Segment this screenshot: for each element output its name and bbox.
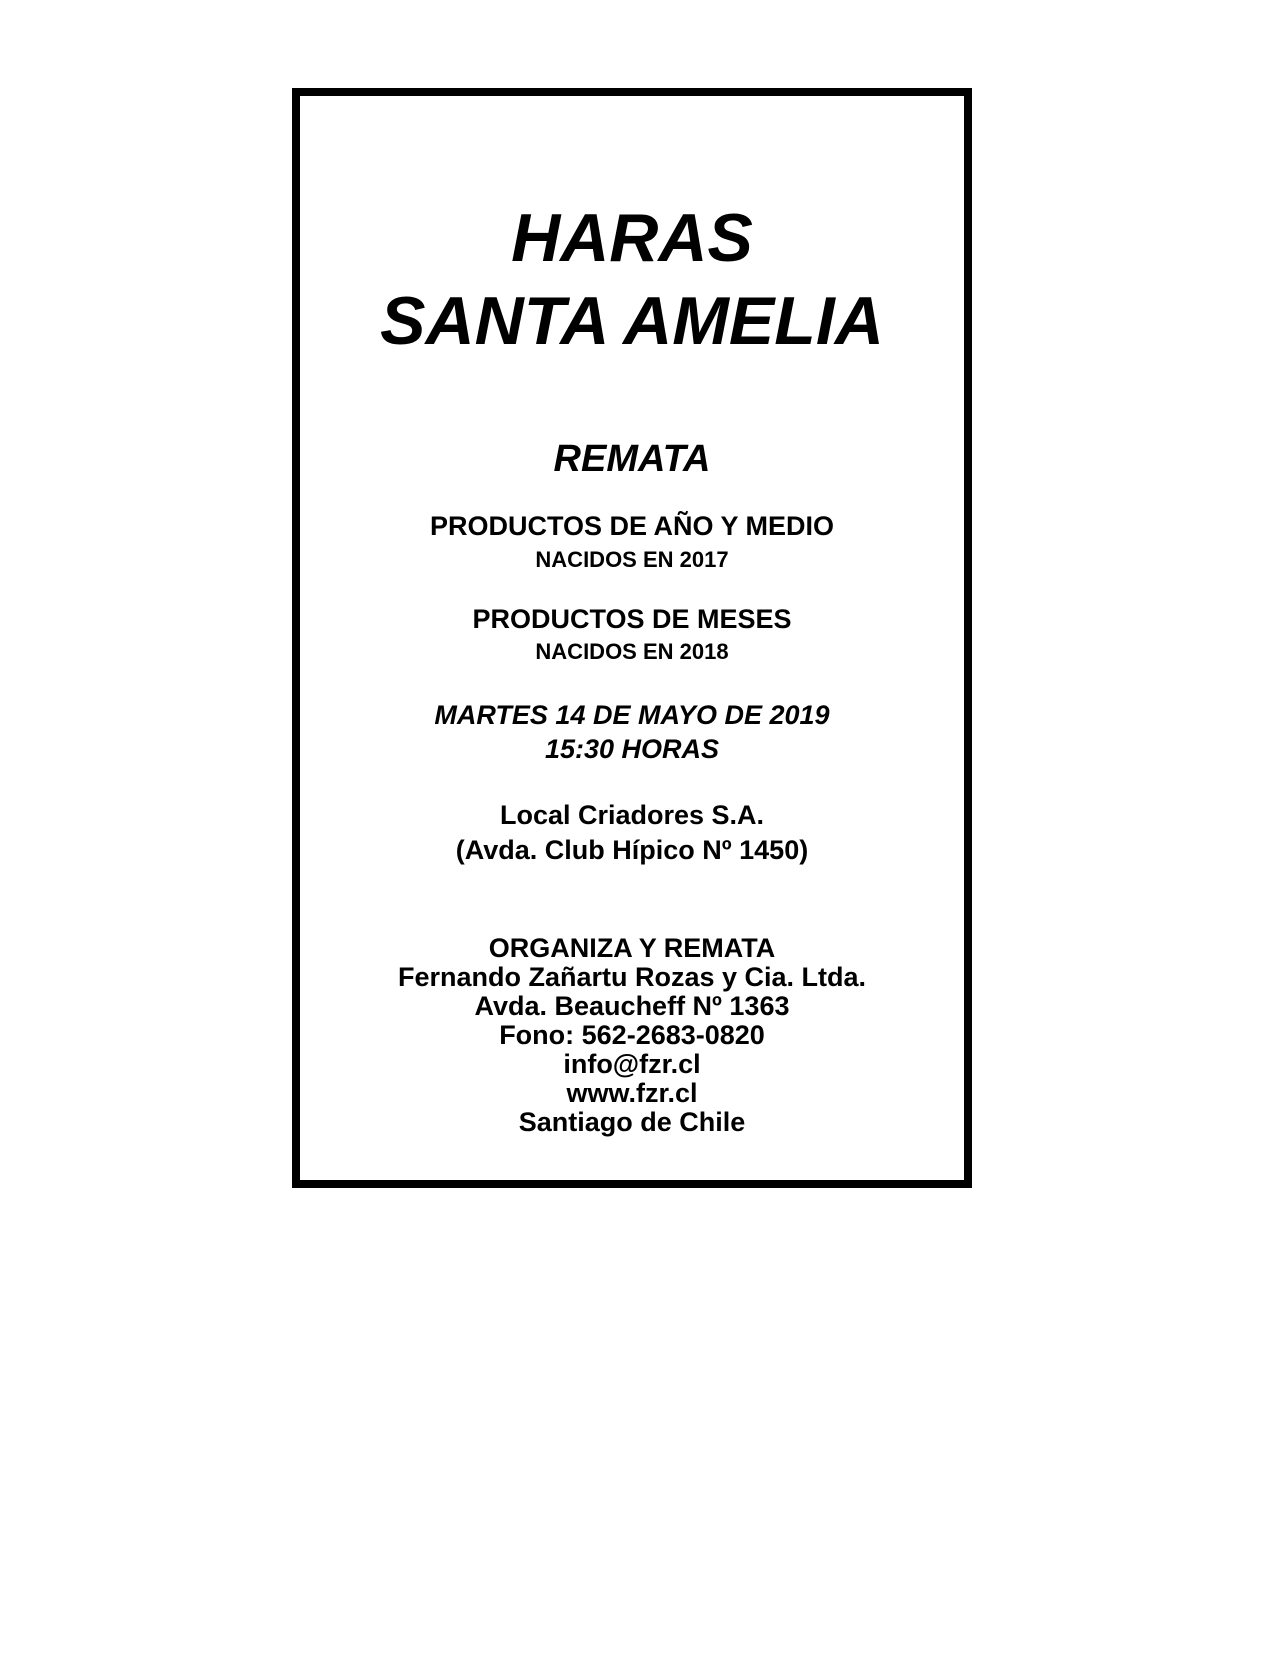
location-name: Local Criadores S.A. (499, 800, 765, 830)
organizer-company: Fernando Zañartu Rozas y Cia. Ltda. (397, 962, 867, 992)
organizer-city: Santiago de Chile (518, 1107, 746, 1137)
organizer-address: Avda. Beaucheff Nº 1363 (474, 991, 790, 1021)
organizer-heading: ORGANIZA Y REMATA (488, 933, 776, 963)
event-date: MARTES 14 DE MAYO DE 2019 (434, 700, 830, 730)
product-heading-1: PRODUCTOS DE AÑO Y MEDIO (429, 511, 835, 541)
remata-heading: REMATA (553, 438, 711, 480)
organizer-phone: Fono: 562-2683-0820 (499, 1020, 765, 1050)
location-address: (Avda. Club Hípico Nº 1450) (455, 835, 809, 865)
title-line-1: HARAS (511, 200, 753, 276)
product-sub-1: NACIDOS EN 2017 (535, 547, 729, 572)
title-line-2: SANTA AMELIA (380, 283, 884, 359)
product-heading-2: PRODUCTOS DE MESES (472, 604, 792, 634)
organizer-web: www.fzr.cl (566, 1078, 698, 1108)
organizer-email: info@fzr.cl (563, 1049, 701, 1079)
event-time: 15:30 HORAS (544, 734, 720, 764)
product-sub-2: NACIDOS EN 2018 (535, 639, 729, 664)
